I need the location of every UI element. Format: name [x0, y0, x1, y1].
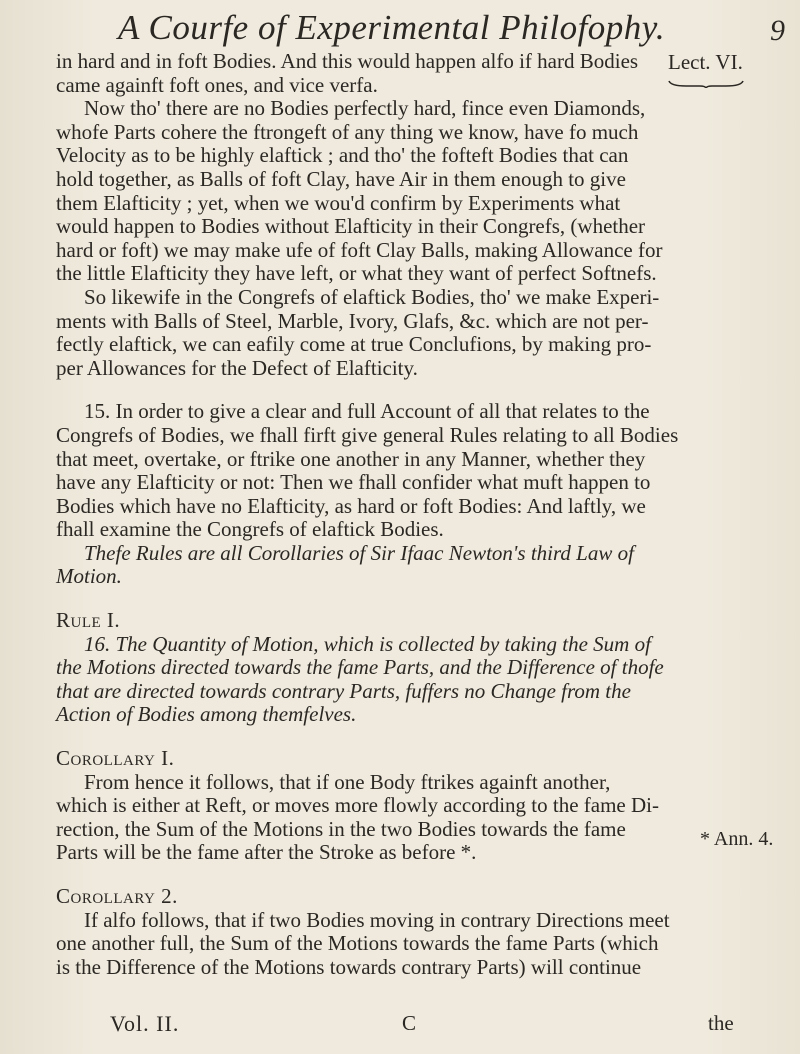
paragraph-corollary-2 [56, 909, 756, 980]
paragraph-hard-bodies [56, 97, 756, 286]
paragraph-corollary-1 [56, 771, 756, 865]
text-line: have any Elafticity or not: Then we fhall confider what muft happen to [56, 470, 651, 495]
running-head: A Courfe of Experimental Philofophy. [118, 8, 666, 47]
text-line: Thefe Rules are all Corollaries of Sir Ifaac Newton's third Law of [84, 540, 634, 565]
paragraph-16-rule [56, 633, 756, 727]
paragraph-15 [56, 400, 756, 542]
text-line: that meet, overtake, or ftrike one another in any Manner, whether they [56, 446, 646, 471]
text-line: which is either at Reft, or moves more flowly according to the fame Di- [56, 793, 659, 818]
text-line: Motion. [56, 564, 122, 589]
text-line: per Allowances for the Defect of Elafticity. [56, 355, 418, 380]
corollary-1-heading: Corollary I. [56, 746, 175, 771]
text-line: Velocity as to be highly elaftick ; and tho' the fofteft Bodies that can [56, 143, 629, 168]
paragraph-elastick-bodies [56, 286, 756, 380]
text-line: Now tho' there are no Bodies perfectly hard, fince even Diamonds, [84, 96, 646, 121]
text-line: So likewife in the Congrefs of elaftick Bodies, tho' we make Experi- [84, 284, 660, 309]
text-line: is the Difference of the Motions towards contrary Parts) will continue [56, 954, 642, 979]
catchword: the [708, 1011, 734, 1035]
text-line: Parts will be the fame after the Stroke as before *. [56, 840, 477, 865]
corollary-2-heading: Corollary 2. [56, 884, 178, 908]
text-line: 15. In order to give a clear and full Account of all that relates to the [84, 399, 650, 424]
rule-heading: Rule I. [56, 608, 121, 633]
text-line: Action of Bodies among themfelves. [56, 702, 357, 727]
text-line: rection, the Sum of the Motions in the two Bodies towards the fame [56, 816, 626, 841]
volume-signature: Vol. II. [110, 1011, 180, 1036]
text-line: in hard and in foft Bodies. And this would happen alfo if hard Bodies [56, 49, 639, 73]
text-line: hold together, as Balls of foft Clay, have Air in them enough to give [56, 166, 626, 191]
text-line: would happen to Bodies without Elafticity in their Congrefs, (whether [56, 214, 646, 239]
page-number: 9 [770, 14, 785, 47]
text-line: fectly elaftick, we can eafily come at true Conclufions, by making pro- [56, 332, 652, 357]
text-line: Bodies which have no Elafticity, as hard or foft Bodies: And laftly, we [56, 493, 646, 518]
text-line: whofe Parts cohere the ftrongeft of any thing we know, have fo much [56, 119, 639, 144]
text-line: that are directed towards contrary Parts, fuffers no Change from the [56, 678, 631, 703]
text-line: If alfo follows, that if two Bodies moving in contrary Directions meet [84, 907, 670, 932]
signature-mark: C [402, 1011, 417, 1035]
text-line: 16. The Quantity of Motion, which is collected by taking the Sum of [84, 631, 651, 656]
text-line: one another full, the Sum of the Motions towards the fame Parts (which [56, 931, 659, 956]
text-line: them Elafticity ; yet, when we wou'd confirm by Experiments what [56, 190, 621, 215]
text-line: hard or foft) we may make ufe of foft Clay Balls, making Allowance for [56, 237, 663, 262]
lecture-label: Lect. VI. [668, 50, 743, 74]
marginal-note: * Ann. 4. [700, 828, 774, 850]
text-line: fhall examine the Congrefs of elaftick Bodies. [56, 517, 444, 542]
text-line: the Motions directed towards the fame Parts, and the Difference of thofe [56, 655, 664, 680]
text-line: ments with Balls of Steel, Marble, Ivory, Glafs, &c. which are not per- [56, 308, 649, 333]
text-line: came againft foft ones, and vice verfa. [56, 72, 378, 97]
text-line: From hence it follows, that if one Body ftrikes againft another, [84, 769, 611, 794]
main-text [56, 50, 756, 979]
text-line: the little Elafticity they have left, or what they want of perfect Softnefs. [56, 261, 657, 286]
text-line: Congrefs of Bodies, we fhall firft give general Rules relating to all Bodies [56, 422, 679, 447]
paragraph-newton-laws [56, 542, 756, 589]
paragraph-continuation [56, 50, 756, 97]
